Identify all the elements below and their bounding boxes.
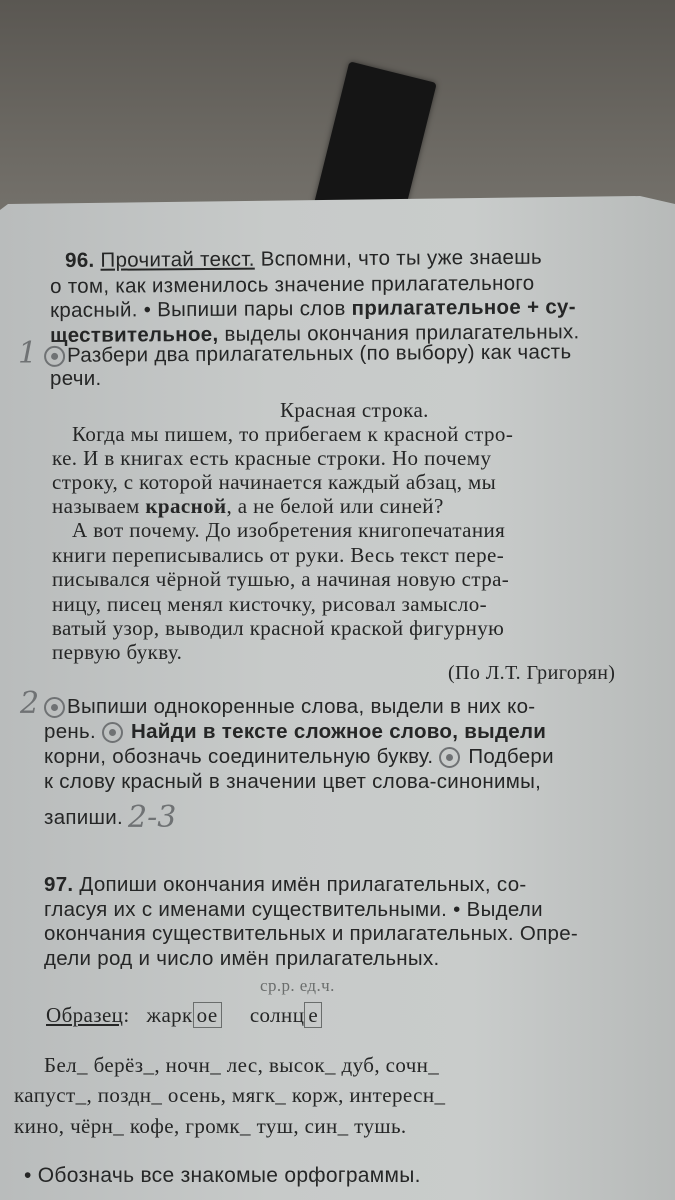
ex96-line5: Разбери два прилагательных (по выбору) как часть (44, 340, 572, 368)
task-line3: корни, обозначь соединительную букву. Подбери (44, 745, 554, 768)
para1-line4: называем красной, а не белой или синей? (52, 494, 444, 518)
words-line3: кино, чёрн_ кофе, громк_ туш, син_ тушь. (14, 1114, 407, 1138)
final-task: • Обозначь все знакомые орфограммы. (24, 1164, 421, 1187)
ex96-line3: красный. • Выпиши пары слов прилагательное + су- (50, 295, 576, 322)
task-line4: к слову красный в значении цвет слова-синонимы, (44, 770, 542, 793)
para2-line2: книги переписывались от руки. Весь текст пере- (52, 543, 505, 567)
ex97-line2: гласуя их с именами существительными. • Выдели (44, 898, 543, 921)
task-line5: запиши. (44, 806, 124, 829)
para1-line2: ке. И в книгах есть красные строки. Но почему (52, 446, 492, 470)
ex97-line4: дели род и число имён прилагательных. (44, 947, 440, 970)
bullet-circle-icon (44, 346, 65, 367)
words-line2: капуст_, поздн_ осень, мягк_ корж, интересн_ (14, 1083, 446, 1107)
bullet-circle-icon (439, 747, 460, 768)
handwritten-2: 2 (20, 686, 40, 721)
task-line2: рень. Найди в тексте сложное слово, выдели (44, 720, 547, 743)
task-line1: Выпиши однокоренные слова, выдели в них ко- (44, 695, 535, 719)
sample-note: ср.р. ед.ч. (260, 976, 335, 995)
sample-label: Образец (46, 1003, 124, 1027)
para2-line6: первую букву. (52, 640, 183, 664)
para2-line3: писывался чёрной тушью, а начиная новую стра- (52, 567, 510, 591)
ex96-number: 96. (65, 248, 95, 272)
para1-line1: Когда мы пишем, то прибегаем к красной стро- (72, 422, 514, 446)
sample-line: Образец: жарк ое солнц е (46, 1003, 322, 1028)
ex97-number: 97. (44, 873, 74, 896)
words-line1: Бел_ берёз_, ночн_ лес, высок_ дуб, сочн_ (44, 1053, 440, 1077)
ex96-task-read: Прочитай текст. (100, 247, 255, 272)
para2-line5: ватый узор, выводил красной краской фигурную (52, 616, 505, 640)
ex96-line4: ществительное, выделы окончания прилагательных. (50, 320, 580, 347)
para2-line4: ницу, писец менял кисточку, рисовал замысло- (52, 592, 488, 616)
handwritten-1: 1 (18, 336, 38, 371)
bullet-circle-icon (102, 722, 123, 743)
para2-line1: А вот почему. До изобретения книгопечатания (72, 518, 506, 542)
ex97-line1: 97. Допиши окончания имён прилагательных, со- (44, 873, 527, 896)
ex96-line6: речи. (50, 367, 102, 390)
text-source: (По Л.Т. Григорян) (448, 662, 616, 684)
ex97-line3: окончания существительных и прилагательных. Опре- (44, 922, 579, 945)
bullet-circle-icon (44, 697, 65, 718)
handwritten-2-3: 2-3 (128, 800, 177, 835)
ex96-line2: о том, как изменилось значение прилагательного (50, 271, 535, 298)
text-title: Красная строка. (280, 398, 429, 422)
para1-line3: строку, с которой начинается каждый абзац, мы (52, 470, 497, 494)
ex96-line1: 96. Прочитай текст. Вспомни, что ты уже знаешь (65, 245, 542, 272)
